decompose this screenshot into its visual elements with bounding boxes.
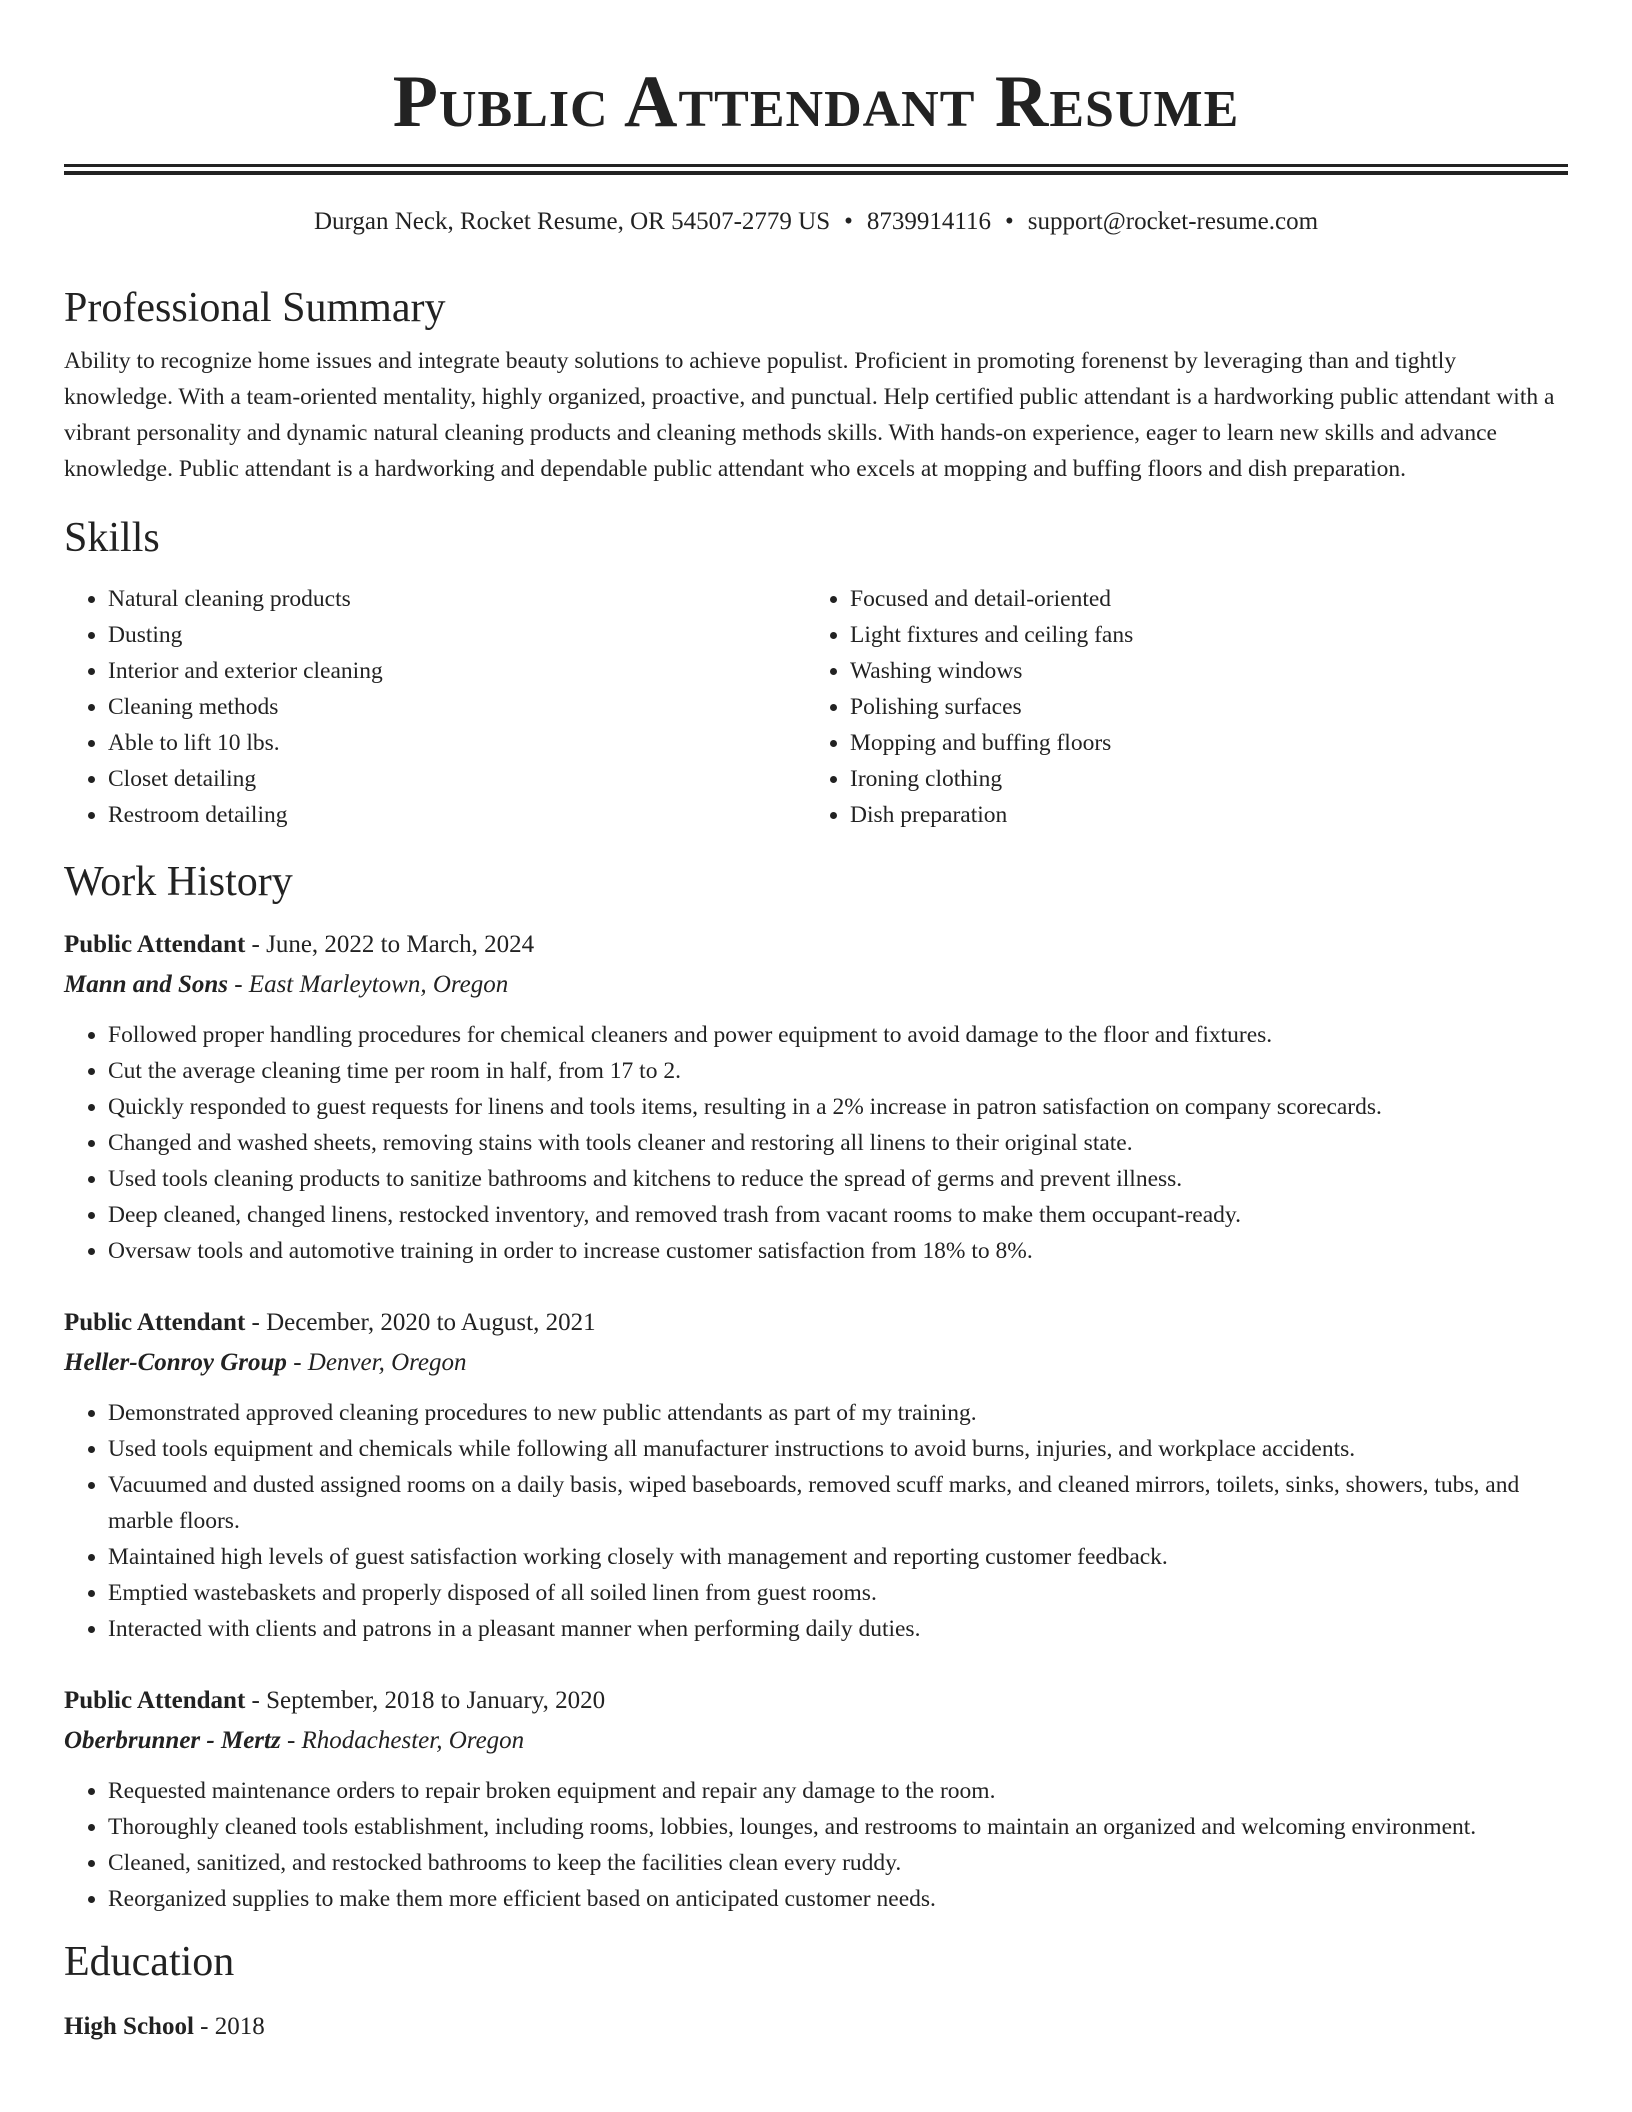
job-bullet: • Emptied wastebaskets and properly disposed of all soiled linen from guest rooms. [108, 1575, 1568, 1611]
job-title-line [64, 1681, 1568, 1721]
skill-item: • Able to lift 10 lbs. [108, 725, 806, 761]
skills-list-left [64, 581, 806, 833]
skill-item: • Dusting [108, 617, 806, 653]
job-bullet: • Cleaned, sanitized, and restocked bathrooms to keep the facilities clean every ruddy. [108, 1845, 1568, 1881]
job-bullet: • Reorganized supplies to make them more efficient based on anticipated customer needs. [108, 1881, 1568, 1917]
job-bullet: • Thoroughly cleaned tools establishment, including rooms, lobbies, lounges, and restrooms to maintain an organized and welcoming environment. [108, 1809, 1568, 1845]
education-section [64, 1937, 1568, 2047]
job-location: - Rhodachester, Oregon [280, 1727, 525, 1754]
job-bullet: • Changed and washed sheets, removing stains with tools cleaner and restoring all linens to their original state. [108, 1125, 1568, 1161]
resume-page [64, 0, 1568, 2047]
skill-item: • Mopping and buffing floors [850, 725, 1548, 761]
contact-line [64, 205, 1568, 239]
education-degree: High School [64, 2013, 194, 2040]
job-title: Public Attendant [64, 1309, 246, 1336]
job-location: - East Marleytown, Oregon [227, 971, 509, 998]
summary-section [64, 283, 1568, 487]
resume-title: Public Attendant Resume [392, 61, 1240, 143]
job-title-line [64, 925, 1568, 965]
skill-item: • Ironing clothing [850, 761, 1548, 797]
skills-grid [64, 581, 1568, 833]
skill-item: • Interior and exterior cleaning [108, 653, 806, 689]
job-bullet: • Requested maintenance orders to repair broken equipment and repair any damage to the room. [108, 1773, 1568, 1809]
job-title: Public Attendant [64, 931, 246, 958]
job-dates: - December, 2020 to August, 2021 [245, 1309, 596, 1336]
job-company-line [64, 1343, 1568, 1383]
contact-email: support@rocket-resume.com [1027, 208, 1319, 235]
contact-separator: • [1004, 208, 1014, 235]
skill-item: • Light fixtures and ceiling fans [850, 617, 1548, 653]
skills-section [64, 513, 1568, 833]
skill-item: • Dish preparation [850, 797, 1548, 833]
job-bullet: • Used tools equipment and chemicals while following all manufacturer instructions to avoid burns, injuries, and workplace accidents. [108, 1431, 1568, 1467]
job-bullet: • Maintained high levels of guest satisfaction working closely with management and reporting customer feedback. [108, 1539, 1568, 1575]
contact-address: Durgan Neck, Rocket Resume, OR 54507-2779 US [313, 208, 831, 235]
work-history-heading: Work History [64, 859, 293, 905]
job-bullet: • Cut the average cleaning time per room in half, from 17 to 2. [108, 1053, 1568, 1089]
summary-heading: Professional Summary [64, 285, 446, 331]
skill-item: • Focused and detail-oriented [850, 581, 1548, 617]
job-company: Heller-Conroy Group [64, 1349, 287, 1376]
job-location: - Denver, Oregon [286, 1349, 467, 1376]
job-bullets [64, 1017, 1568, 1269]
job-entry [64, 1303, 1568, 1647]
job-title-line [64, 1303, 1568, 1343]
title-divider [64, 164, 1568, 175]
skill-item: • Restroom detailing [108, 797, 806, 833]
skill-item: • Cleaning methods [108, 689, 806, 725]
job-bullet: • Vacuumed and dusted assigned rooms on a daily basis, wiped baseboards, removed scuff marks, and cleaned mirrors, toilets, sinks, showers, tubs, and marble floors. [108, 1467, 1568, 1539]
job-entry [64, 1681, 1568, 1917]
job-bullet: • Demonstrated approved cleaning procedures to new public attendants as part of my training. [108, 1395, 1568, 1431]
job-bullet: • Quickly responded to guest requests for linens and tools items, resulting in a 2% increase in patron satisfaction on company scorecards. [108, 1089, 1568, 1125]
job-entry [64, 925, 1568, 1269]
education-heading: Education [64, 1939, 235, 1985]
skill-item: • Natural cleaning products [108, 581, 806, 617]
skill-item: • Washing windows [850, 653, 1548, 689]
job-bullet: • Oversaw tools and automotive training in order to increase customer satisfaction from 18% to 8%. [108, 1233, 1568, 1269]
education-year: - 2018 [193, 2013, 265, 2040]
job-company: Mann and Sons [64, 971, 228, 998]
job-bullets [64, 1773, 1568, 1917]
job-bullet: • Used tools cleaning products to sanitize bathrooms and kitchens to reduce the spread of germs and prevent illness. [108, 1161, 1568, 1197]
job-bullets [64, 1395, 1568, 1647]
job-bullet: • Interacted with clients and patrons in a pleasant manner when performing daily duties. [108, 1611, 1568, 1647]
contact-phone: 8739914116 [866, 208, 991, 235]
skill-item: • Polishing surfaces [850, 689, 1548, 725]
contact-separator: • [844, 208, 853, 235]
skills-heading: Skills [64, 515, 160, 561]
job-dates: - September, 2018 to January, 2020 [245, 1687, 606, 1714]
job-bullet: • Deep cleaned, changed linens, restocked inventory, and removed trash from vacant rooms to make them occupant-ready. [108, 1197, 1568, 1233]
job-dates: - June, 2022 to March, 2024 [245, 931, 535, 958]
job-title: Public Attendant [64, 1687, 246, 1714]
education-entry [64, 2007, 1568, 2047]
skills-list-right [806, 581, 1548, 833]
job-company: Oberbrunner - Mertz [64, 1727, 281, 1754]
job-company-line [64, 965, 1568, 1005]
work-history-section [64, 857, 1568, 1917]
summary-text: Ability to recognize home issues and integrate beauty solutions to achieve populist. Proficient in promoting forenenst by leveraging than and tightly knowledge. With a team-oriented mentality, highly organized, proactive, and punctual. Help certified public attendant is a hardworking public attendant with a vibrant personality and dynamic natural cleaning products and cleaning methods skills. With hands-on experience, eager to learn new skills and advance knowledge. Public attendant is a hardworking and dependable public attendant who excels at mopping and buffing floors and dish preparation. [64, 348, 1555, 482]
skill-item: • Closet detailing [108, 761, 806, 797]
job-bullet: • Followed proper handling procedures for chemical cleaners and power equipment to avoid damage to the floor and fixtures. [108, 1017, 1568, 1053]
job-company-line [64, 1721, 1568, 1761]
